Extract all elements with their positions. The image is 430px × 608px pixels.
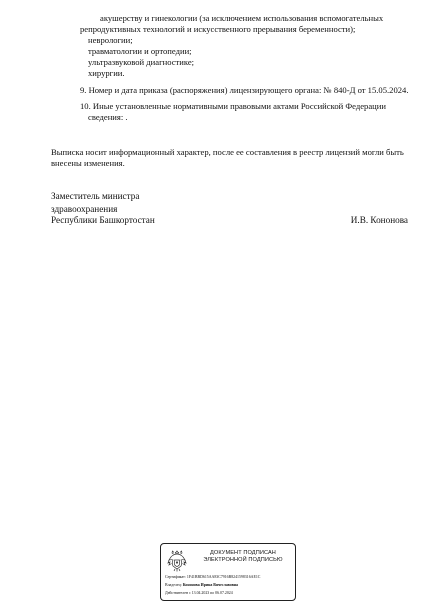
list-line-reproductive: репродуктивных технологий и искусственного прерывания беременности);: [80, 24, 356, 34]
stamp-certificate-label: Сертификат:: [165, 575, 186, 579]
electronic-signature-stamp: [160, 543, 296, 601]
item-9-order-number: 9. Номер и дата приказа (распоряжения) лицензирующего органа: № 840-Д от 15.05.2024.: [80, 85, 409, 95]
signer-position-line-1: Заместитель министра: [51, 191, 140, 201]
stamp-title: [193, 550, 293, 564]
stamp-owner-row: [165, 583, 238, 588]
notice-line-1: Выписка носит информационный характер, после ее составления в реестр лицензий могли быть: [51, 147, 404, 157]
stamp-certificate-value: 1F41BBD615AA83C7916B8241598316AE1C: [186, 575, 261, 579]
stamp-certificate-row: [165, 575, 260, 580]
item-10-line-2: сведения: .: [88, 112, 128, 122]
list-line-traumatology: травматологии и ортопедии;: [88, 46, 192, 56]
signer-position-line-2: здравоохранения: [51, 204, 118, 214]
list-line-neurology: неврологии;: [88, 35, 133, 45]
signer-name: И.В. Кононова: [350, 215, 408, 225]
stamp-owner-label: Владелец:: [165, 583, 182, 587]
list-line-obstetrics: акушерству и гинекологии (за исключением использования вспомогательных: [100, 13, 384, 23]
stamp-validity-row: Действителен с 13.04.2023 по 06.07.2024: [165, 591, 233, 595]
item-10-line-1: 10. Иные установленные нормативными правовыми актами Российской Федерации: [80, 101, 386, 111]
notice-line-2: внесены изменения.: [51, 158, 125, 168]
stamp-title-line-2: ЭЛЕКТРОННОЙ ПОДПИСЬЮ: [203, 557, 283, 563]
list-line-ultrasound: ультразвуковой диагностике;: [88, 57, 195, 67]
stamp-owner-value: Кононова Ирина Вячеславовна: [182, 583, 238, 587]
list-line-surgery: хирургии.: [88, 68, 125, 78]
signer-position-line-3: Республики Башкортостан: [51, 215, 155, 225]
coat-of-arms-icon: [166, 548, 188, 572]
stamp-title-line-1: ДОКУМЕНТ ПОДПИСАН: [210, 550, 276, 556]
